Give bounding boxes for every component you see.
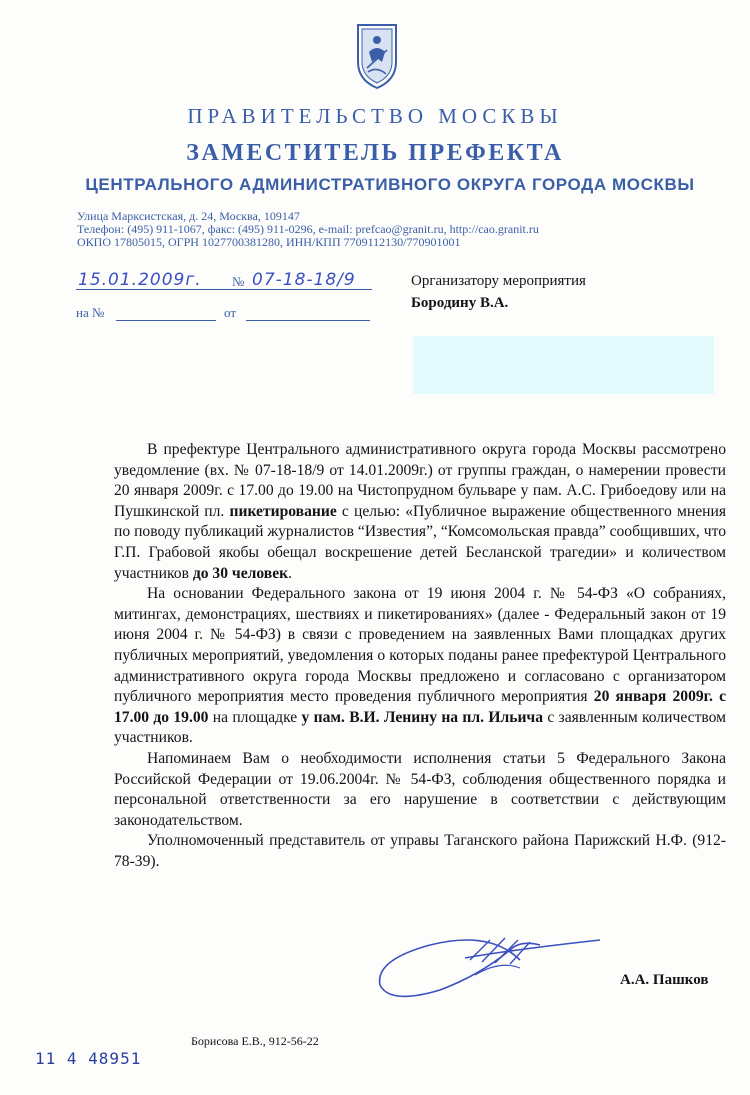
letterhead-codes: ОКПО 17805015, ОГРН 1027700381280, ИНН/КПП 7709112130/770901001: [77, 235, 461, 249]
registration-number: 07-18-18/9: [252, 270, 356, 290]
document-serial-number: 11 4 48951: [35, 1049, 142, 1068]
registration-number-label: №: [232, 274, 245, 289]
signatory-name: А.А. Пашков: [620, 972, 709, 988]
addressee-name: Бородину В.А.: [411, 295, 509, 311]
moscow-coat-of-arms-icon: [355, 22, 399, 90]
letterhead-phones: Телефон: (495) 911-1067, факс: (495) 911-0296, e-mail: prefcao@granit.ru, http://cao.granit.ru: [77, 222, 539, 236]
letter-body: [114, 440, 726, 872]
registration-date: 15.01.2009г.: [78, 270, 202, 290]
paragraph-2: На основании Федерального закона от 19 июня 2004 г. № 54-ФЗ «О собраниях, митингах, демонстрациях, шествиях и пикетированиях» (далее - Федеральный закон от 19 июня 2004 г. № 54-ФЗ) в связи с проведением на заявленных Вами площадках других публичных мероприятий, уведомления о которых поданы ранее префектурой Центрального административного округа города Москвы предложено и согласовано с организатором публичного мероприятия место проведения публичного мероприятия 20 января 2009г. с 17.00 до 19.00 на площадке у пам. В.И. Ленину на пл. Ильича с заявленным количеством участников.: [114, 585, 727, 747]
handwritten-signature: [370, 920, 610, 1010]
letterhead-title: ЗАМЕСТИТЕЛЬ ПРЕФЕКТА: [186, 140, 564, 166]
reply-number-label: на №: [76, 305, 105, 320]
redacted-contact-block: [413, 336, 714, 394]
reply-from-line: [246, 320, 370, 321]
reply-from-label: от: [224, 305, 237, 320]
addressee-role: Организатору мероприятия: [411, 273, 586, 289]
paragraph-4: Уполномоченный представитель от управы Таганского района Парижский Н.Ф. (912-78-39).: [114, 832, 726, 870]
letterhead-address: Улица Марксистская, д. 24, Москва, 109147: [77, 209, 300, 223]
reply-number-line: [116, 320, 216, 321]
paragraph-3: Напоминаем Вам о необходимости исполнения статьи 5 Федерального Закона Российской Федерации от 19.06.2004г. № 54-ФЗ, соблюдения общественного порядка и персональной ответственности за его нарушение в соответствии с действующим законодательством.: [114, 749, 726, 829]
letterhead-district: ЦЕНТРАЛЬНОГО АДМИНИСТРАТИВНОГО ОКРУГА ГОРОДА МОСКВЫ: [85, 175, 695, 194]
letterhead-government: ПРАВИТЕЛЬСТВО МОСКВЫ: [187, 104, 563, 128]
executor-contact: Борисова Е.В., 912-56-22: [191, 1034, 319, 1048]
paragraph-1: В префектуре Центрального административного округа города Москвы рассмотрено уведомление (вх. № 07-18-18/9 от 14.01.2009г.) от группы граждан, о намерении провести 20 января 2009г. с 17.00 до 19.00 на Чистопрудном бульваре у пам. А.С. Грибоедову или на Пушкинской пл. пикетирование с целью: «Публичное выражение общественного мнения по поводу публикаций журналистов “Известия”, “Комсомольская правда” сообщивших, что Г.П. Грабовой якобы обещал воскрешение детей Бесланской трагедии» и количеством участников до 30 человек.: [114, 441, 726, 582]
